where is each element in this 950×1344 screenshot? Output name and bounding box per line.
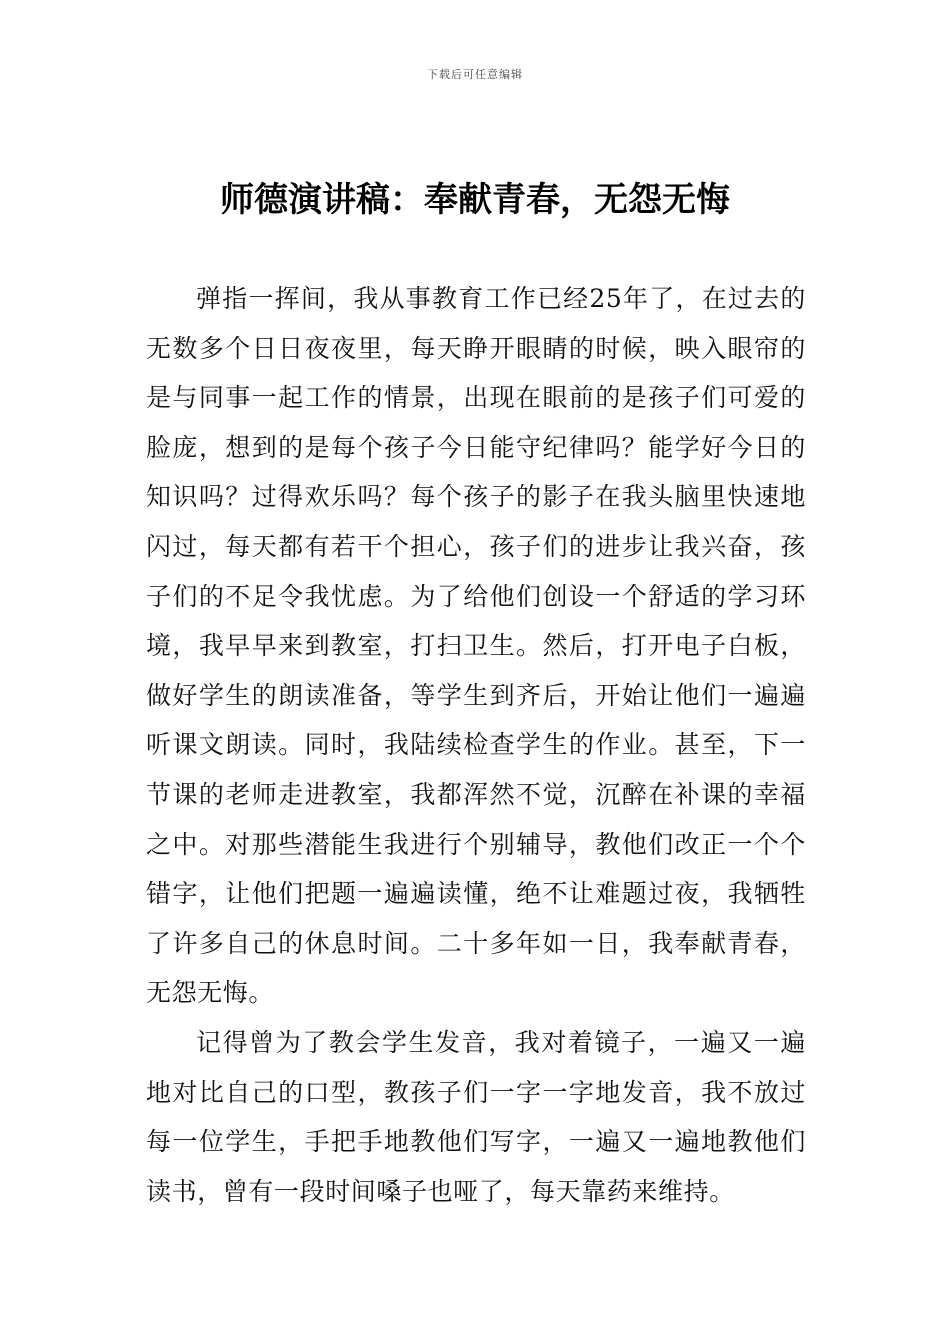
document-title: 师德演讲稿：奉献青春，无怨无悔: [220, 180, 730, 220]
paragraph-1: 弹指一挥间，我从事教育工作已经25年了，在过去的无数多个日日夜夜里，每天睁开眼睛的时候，映入眼帘的是与同事一起工作的情景，出现在眼前的是孩子们可爱的脸庞，想到的是每个孩子今日能守纪律吗？能学好今日的知识吗？过得欢乐吗？每个孩子的影子在我头脑里快速地闪过，每天都有若干个担心，孩子们的进步让我兴奋，孩子们的不足令我忧虑。为了给他们创设一个舒适的学习环境，我早早来到教室，打扫卫生。然后，打开电子白板，做好学生的朗读准备，等学生到齐后，开始让他们一遍遍听课文朗读。同时，我陆续检查学生的作业。甚至，下一节课的老师走进教室，我都浑然不觉，沉醉在补课的幸福之中。对那些潜能生我进行个别辅导，教他们改正一个个错字，让他们把题一遍遍读懂，绝不让难题过夜，我牺牲了许多自己的休息时间。二十多年如一日，我奉献青春，无怨无悔。: [146, 284, 806, 1008]
paragraph-2: 记得曾为了教会学生发音，我对着镜子，一遍又一遍地对比自己的口型，教孩子们一字一字地发音，我不放过每一位学生，手把手地教他们写字，一遍又一遍地教他们读书，曾有一段时间嗓子也哑了，每天靠药来维持。: [146, 1027, 806, 1206]
document-body: [146, 274, 806, 1216]
header-note: 下载后可任意编辑: [427, 68, 523, 81]
